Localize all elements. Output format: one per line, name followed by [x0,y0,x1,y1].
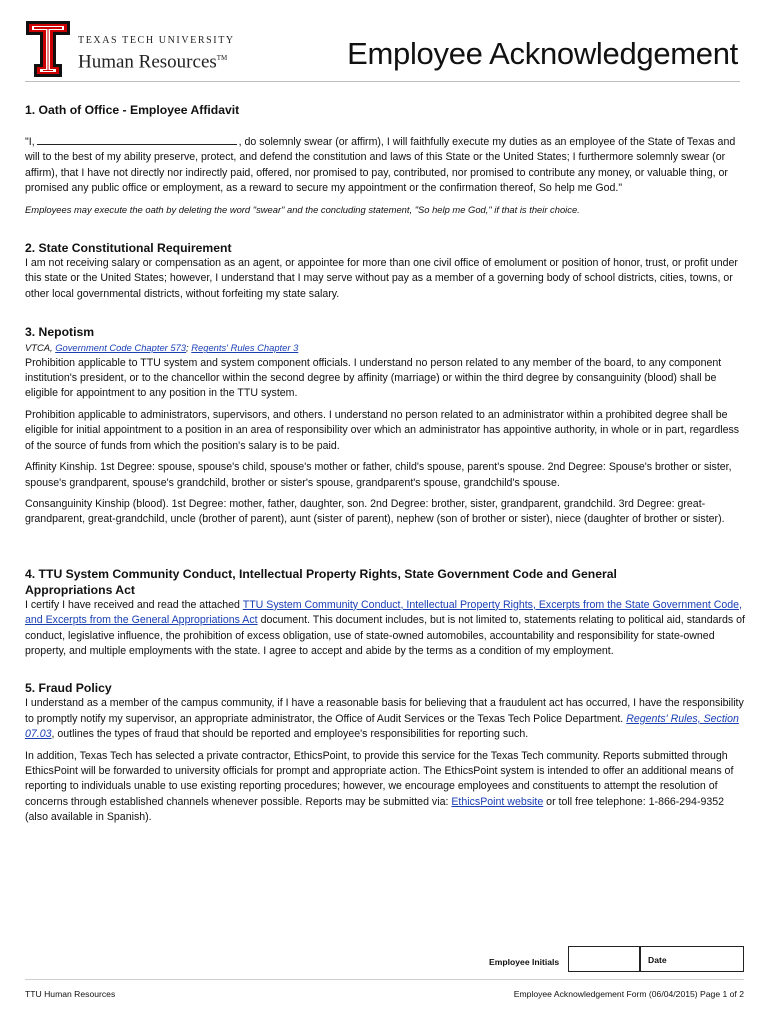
nepotism-paragraph-2: Prohibition applicable to administrators, supervisors, and others. I understand no person related to an administrator within a prohibited degree shall be eligible for initial appointment to a position in an area of responsibility over which an administrator has appointive authority, in whole or in part, regardless of the source of funds from which the position's salary is to be paid. [25,408,740,452]
section-2-heading: 2. State Constitutional Requirement [25,241,232,256]
initials-field[interactable] [568,946,640,972]
ethicspoint-link[interactable]: EthicsPoint website [451,795,544,808]
org-university: TEXAS TECH UNIVERSITY [78,35,235,46]
oath-note: Employees may execute the oath by deleting the word "swear" and the concluding statement, "So help me God," if that is their choice. [25,203,580,215]
government-code-link[interactable]: Government Code Chapter 573 [55,342,187,354]
nepotism-paragraph-1: Prohibition applicable to TTU system and system component officials. I understand no person related to any member of the board, to any component institution's president, or to the chancellor within the second degree by affinity (marriage) or within the third degree by consanguinity (blood) shall be eligible for appointment to any position in the TTU system. [25,356,722,400]
oath-paragraph: "I, , do solemnly swear (or affirm), I will faithfully execute my duties as an employee of the State of Texas and will to the best of my ability preserve, protect, and defend the constitution and laws of this State or the United States; I furthermore solemnly swear (or affirm), that I have not directly nor indirectly paid, offered, nor promised to pay, contributed, nor promised to contribute any money, or valuable thing, or promised any public office or employment, as a reward to secure my appointment or the confirmation thereof, So help me God." [25,136,736,195]
header-divider [25,81,740,82]
trademark: TM [216,54,228,62]
signature-block [0,946,770,972]
community-conduct-link[interactable]: TTU System Community Conduct, Intellectual Property Rights, Excerpts from the State Government Code, and Excerpts from the General Appropriations Act [25,598,742,627]
footer-org: TTU Human Resources [25,989,116,999]
page-title: Employee Acknowledgement [347,36,738,71]
org-name [78,35,235,73]
org-department: Human Resources™ [78,51,228,73]
section-1-heading: 1. Oath of Office - Employee Affidavit [25,103,240,117]
footer-form-info: Employee Acknowledgement Form (06/04/2015) Page 1 of 2 [513,989,744,999]
name-field[interactable] [37,134,237,145]
regents-rules-link[interactable]: Regents' Rules Chapter 3 [191,342,299,354]
section-4-body: I certify I have received and read the attached TTU System Community Conduct, Intellectual Property Rights, Excerpts from the State Government Code, and Excerpts from the General Appropriations Act document. This document includes, but is not limited to, statements relating to political aid, standards of conduct, legislative influence, the prohibition of excess obligation, use of state-owned automobiles, accountability and responsibility for state-owned property, and multiple employments with the state. I agree to accept and abide by the terms as a condition of my employment. [25,598,745,657]
fraud-paragraph-1: I understand as a member of the campus community, if I have a reasonable basis for believing that a fraudulent act has occurred, I have the responsibility to promptly notify my supervisor, an appropriate administrator, the Office of Audit Services or the Texas Tech Police Department. Regents' Rules, Section 07.03, outlines the types of fraud that should be reported and employee's responsibilities for reporting such. [25,697,744,741]
double-t-logo-icon [25,20,71,78]
affinity-paragraph: Affinity Kinship. 1st Degree: spouse, spouse's child, spouse's mother or father, child's spouse, parent's spouse. 2nd Degree: Spouse's brother or sister, spouse's grandparent, spouse's grandchild, brother or sister's spouse, grandparent's spouse, grandchild's spouse. [25,461,732,489]
section-5-heading: 5. Fraud Policy [25,681,112,696]
section-2-body: I am not receiving salary or compensation as an agent, or appointee for more than one civil office of emolument or position of honor, trust, or profit under this state or the United States; however, I understand that I may serve without pay as a member of a governing body of school districts, cities, towns, or other local governmental districts, without forfeiting my state salary. [25,257,738,300]
initials-label: Employee Initials [489,957,560,967]
date-label: Date [648,955,667,965]
nepotism-references: VTCA, Government Code Chapter 573; Regents' Rules Chapter 3 [25,342,299,354]
regents-rules-section-link[interactable]: Regents' Rules, Section 07.03 [25,712,739,741]
section-3-heading: 3. Nepotism [25,325,95,340]
consanguinity-paragraph: Consanguinity Kinship (blood). 1st Degree: mother, father, daughter, son. 2nd Degree: brother, sister, grandparent, grandchild. 3rd Degree: great-grandparent, great-grandchild, uncle (brother of parent), aunt (sister of parent), nephew (son of brother or sister), niece (daughter of brother or sister). [25,497,725,526]
section-4-heading: 4. TTU System Community Conduct, Intellectual Property Rights, State Government Code and General Appropriations Act [25,566,617,597]
document-body [25,102,747,826]
footer-divider [25,979,744,980]
fraud-paragraph-2: In addition, Texas Tech has selected a private contractor, EthicsPoint, to provide this service for the Texas Tech community. Reports submitted through EthicsPoint will be forwarded to university officials for prompt and appropriate action. The EthicsPoint system is intended to offer an additional means of reporting to individuals unable to use existing reporting procedures; however, we encourage employees and constituents to attempt the resolution of concerns through established channels whenever possible. Reports may be submitted via: EthicsPoint website or toll free telephone: 1-866-294-9352 (also available in Spanish). [25,749,734,824]
